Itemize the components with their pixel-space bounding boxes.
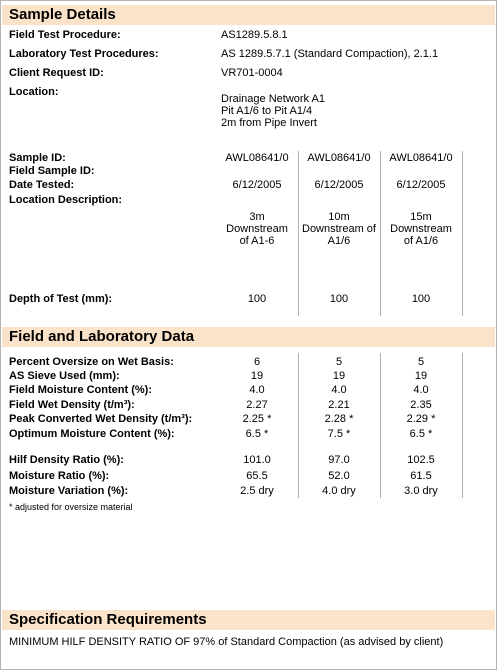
field-lab-row-label: AS Sieve Used (mm): <box>9 370 120 382</box>
column-divider <box>380 353 381 498</box>
sample-id-value: AWL08641/0 <box>307 152 371 164</box>
field-lab-row-value: 2.29 * <box>406 413 436 425</box>
column-divider <box>462 151 463 316</box>
field-lab-row-value: 2.5 dry <box>240 485 274 497</box>
field-lab-row-label: Field Moisture Content (%): <box>9 384 152 396</box>
field-lab-row-value: 2.35 <box>410 399 432 411</box>
field-lab-row-value: 4.0 <box>331 384 347 396</box>
sample-details-header: Sample Details <box>2 5 495 25</box>
field-sample-id-label: Field Sample ID: <box>9 165 95 177</box>
depth-of-test-value: 100 <box>411 293 431 305</box>
field-lab-row-label: Peak Converted Wet Density (t/m³): <box>9 413 193 425</box>
sample-id-label: Sample ID: <box>9 152 66 164</box>
field-lab-row-value: 2.28 * <box>324 413 354 425</box>
field-lab-data-header: Field and Laboratory Data <box>2 327 495 347</box>
field-lab-row-label: Hilf Density Ratio (%): <box>9 454 124 466</box>
field-lab-row-value: 4.0 <box>249 384 265 396</box>
date-tested-value: 6/12/2005 <box>396 179 446 191</box>
field-test-procedure-label: Field Test Procedure: <box>9 29 121 41</box>
oversize-note: * adjusted for oversize material <box>9 502 133 512</box>
field-lab-row-value: 6.5 * <box>245 428 269 440</box>
sample-id-value: AWL08641/0 <box>225 152 289 164</box>
spec-requirements-text: MINIMUM HILF DENSITY RATIO OF 97% of Standard Compaction (as advised by client) <box>9 636 444 648</box>
date-tested-label: Date Tested: <box>9 179 75 191</box>
field-lab-row-value: 19 <box>332 370 346 382</box>
depth-of-test-value: 100 <box>247 293 267 305</box>
field-lab-row-label: Moisture Variation (%): <box>9 485 129 497</box>
field-lab-row-value: 19 <box>250 370 264 382</box>
location-description-label: Location Description: <box>9 194 123 206</box>
lab-test-procedures-value: AS 1289.5.7.1 (Standard Compaction), 2.1.1 <box>221 48 439 60</box>
field-lab-row-label: Moisture Ratio (%): <box>9 470 110 482</box>
field-lab-row-value: 19 <box>414 370 428 382</box>
field-lab-row-value: 5 <box>417 356 425 368</box>
field-lab-row-value: 5 <box>335 356 343 368</box>
field-lab-row-value: 4.0 dry <box>322 485 356 497</box>
field-lab-row-value: 7.5 * <box>327 428 351 440</box>
client-request-id-value: VR701-0004 <box>221 67 283 79</box>
lab-test-procedures-label: Laboratory Test Procedures: <box>9 48 159 60</box>
location-label: Location: <box>9 86 59 98</box>
field-lab-row-value: 102.5 <box>407 454 435 466</box>
location-description-value: 10m Downstream of A1/6 <box>302 211 376 247</box>
date-tested-value: 6/12/2005 <box>314 179 364 191</box>
field-lab-row-value: 2.25 * <box>242 413 272 425</box>
location-description-value: 3m Downstream of A1-6 <box>226 211 288 247</box>
field-lab-row-value: 61.5 <box>410 470 432 482</box>
field-lab-row-value: 2.21 <box>328 399 350 411</box>
field-lab-row-value: 97.0 <box>328 454 350 466</box>
spec-requirements-header: Specification Requirements <box>2 610 495 630</box>
field-test-procedure-value: AS1289.5.8.1 <box>221 29 288 41</box>
field-lab-row-value: 101.0 <box>243 454 271 466</box>
client-request-id-label: Client Request ID: <box>9 67 104 79</box>
field-lab-row-label: Field Wet Density (t/m³): <box>9 399 135 411</box>
location-line-2: Pit A1/6 to Pit A1/4 <box>221 105 313 117</box>
column-divider <box>462 353 463 498</box>
field-lab-row-value: 4.0 <box>413 384 429 396</box>
depth-of-test-label: Depth of Test (mm): <box>9 293 113 305</box>
column-divider <box>298 353 299 498</box>
field-lab-row-label: Optimum Moisture Content (%): <box>9 428 175 440</box>
field-lab-row-value: 65.5 <box>246 470 268 482</box>
depth-of-test-value: 100 <box>329 293 349 305</box>
location-description-value: 15m Downstream of A1/6 <box>390 211 452 247</box>
date-tested-value: 6/12/2005 <box>232 179 282 191</box>
field-lab-row-value: 6.5 * <box>409 428 433 440</box>
field-lab-row-value: 3.0 dry <box>404 485 438 497</box>
sample-id-value: AWL08641/0 <box>389 152 453 164</box>
location-line-1: Drainage Network A1 <box>221 93 325 105</box>
location-line-3: 2m from Pipe Invert <box>221 117 317 129</box>
field-lab-row-label: Percent Oversize on Wet Basis: <box>9 356 174 368</box>
field-lab-row-value: 2.27 <box>246 399 268 411</box>
field-lab-row-value: 6 <box>253 356 261 368</box>
field-lab-row-value: 52.0 <box>328 470 350 482</box>
